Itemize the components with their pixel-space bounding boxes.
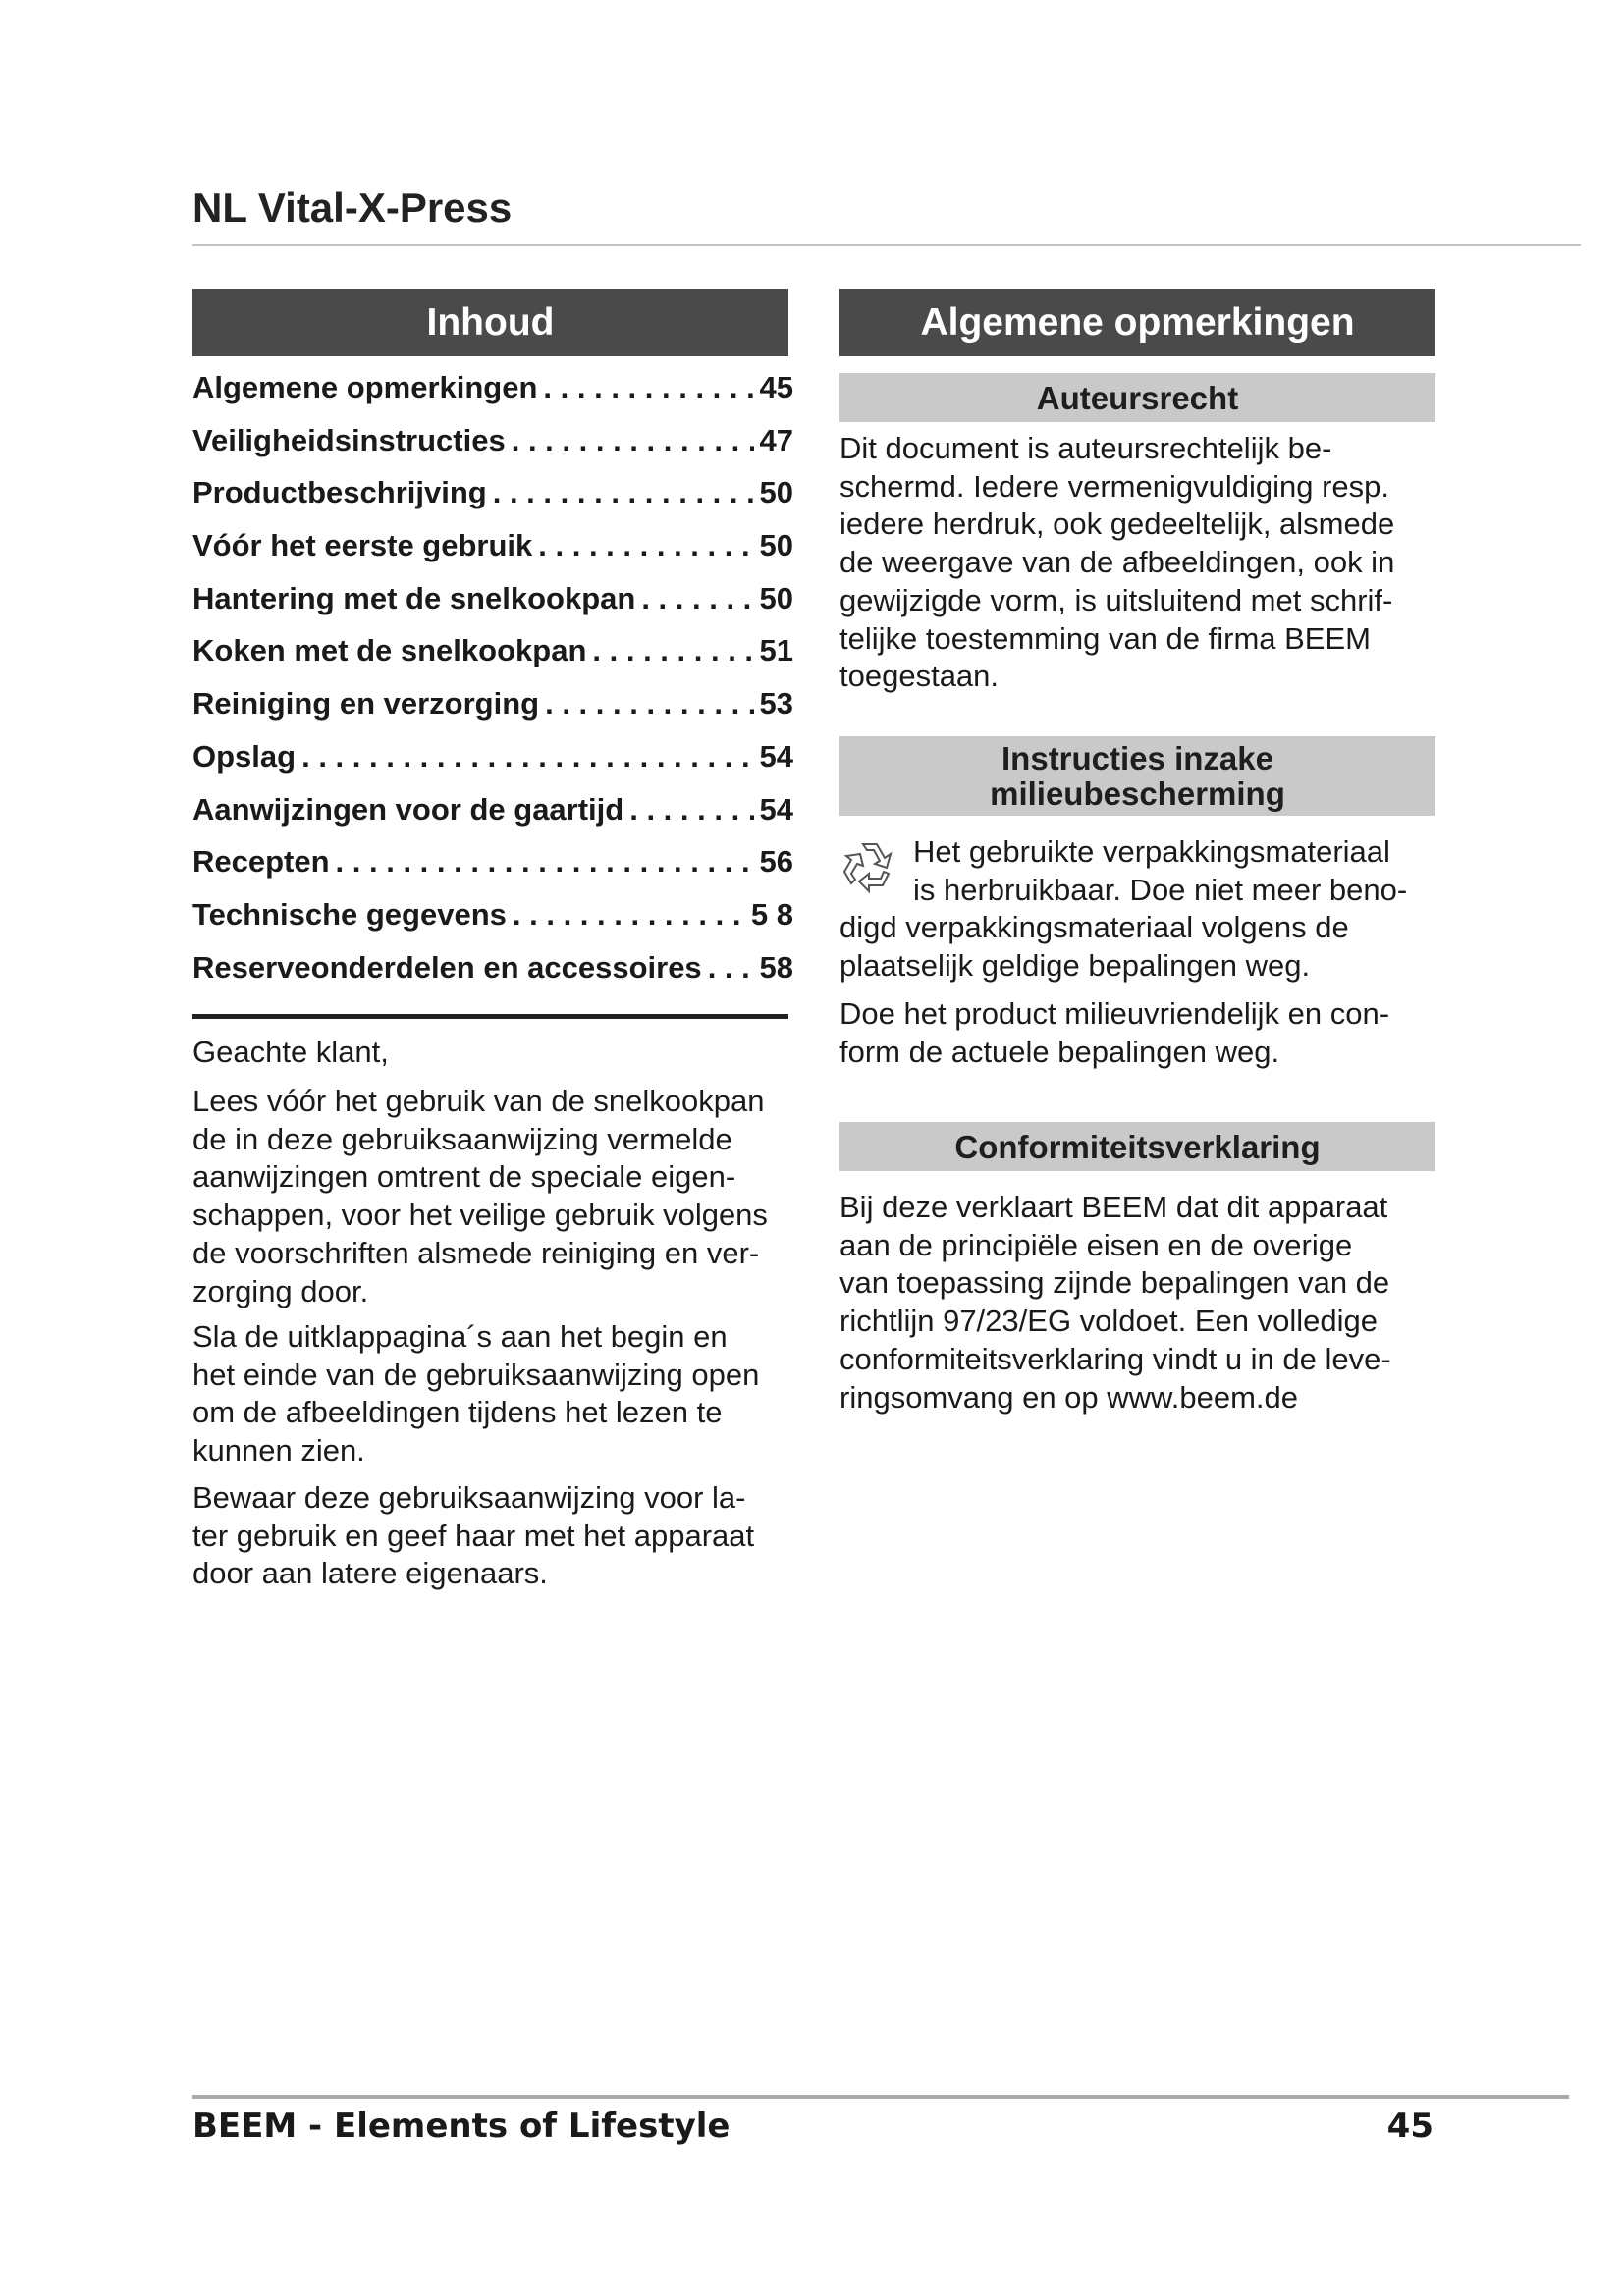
text-line: digd verpakkingsmateriaal volgens de [839,910,1349,944]
text-line: schappen, voor het veilige gebruik volgens [192,1198,768,1233]
text-line: aanwijzingen omtrent de speciale eigen- [192,1159,736,1195]
toc-item-title: Recepten [192,844,330,880]
text-line: Het gebruikte verpakkingsmateriaal [913,834,1390,869]
conformity-heading: Conformiteitsverklaring [839,1122,1435,1171]
text-line: door aan latere eigenaars. [192,1556,548,1591]
toc-item[interactable] [192,783,793,836]
text-line: richtlijn 97/23/EG voldoet. Een volledige [839,1304,1378,1339]
toc-item-page: 47 [759,422,793,457]
toc-item-title: Veiligheidsinstructies [192,422,506,457]
title-divider [192,244,1581,246]
toc-item-title: Algemene opmerkingen [192,370,538,404]
toc-item[interactable] [192,414,793,467]
text-line: de in deze gebruiksaanwijzing vermelde [192,1121,732,1156]
toc-dot-leader [545,677,753,730]
text-line: zorging door. [192,1273,369,1308]
text-line: het einde van de gebruiksaanwijzing open [192,1357,760,1392]
text-line: Bewaar deze gebruiksaanwijzing voor la- [192,1480,746,1515]
toc-item-title: Opslag [192,738,297,774]
copyright-heading: Auteursrecht [839,373,1435,422]
toc-dot-leader [493,466,754,519]
toc-item[interactable] [192,519,793,572]
text-line: conformiteitsverklaring vindt u in de leve- [839,1341,1391,1376]
environment-heading-line-2: milieubescherming [990,775,1285,812]
text-line: ter gebruik en geef haar met het apparaat [192,1518,755,1553]
toc-item-page: 5 8 [750,896,793,932]
toc-item-title: Reiniging en verzorging [192,686,540,721]
text-line: Lees vóór het gebruik van de snelkookpan [192,1084,765,1118]
toc-item-page: 51 [759,633,793,668]
toc-item[interactable] [192,677,793,730]
environment-text-2 [839,995,1448,1071]
environment-text-indented [913,833,1463,909]
toc-item-page: 45 [759,370,793,404]
toc-dot-leader [629,783,753,836]
toc-item[interactable] [192,466,793,519]
toc-item-page: 50 [759,580,793,615]
toc-dot-leader [592,624,753,677]
section-divider [192,1014,788,1019]
toc-item-title: Aanwijzingen voor de gaartijd [192,791,624,827]
toc-item-page: 50 [759,475,793,510]
environment-heading [839,736,1435,816]
text-line: om de afbeeldingen tijdens het lezen te [192,1395,723,1430]
toc-dot-leader [543,361,753,414]
toc-item[interactable] [192,730,793,783]
text-line: de weergave van de afbeeldingen, ook in [839,545,1395,580]
toc-dot-leader [513,888,745,941]
toc-dot-leader [336,835,754,888]
text-line: Bij deze verklaart BEEM dat dit apparaat [839,1190,1388,1224]
toc-item[interactable] [192,572,793,625]
text-line: kunnen zien. [192,1433,365,1468]
general-heading: Algemene opmerkingen [839,289,1435,356]
toc-dot-leader [512,414,754,467]
text-line: form de actuele bepalingen weg. [839,1034,1280,1069]
toc-heading: Inhoud [192,289,788,356]
toc-item-title: Technische gegevens [192,896,507,932]
toc-item-title: Productbeschrijving [192,475,487,510]
table-of-contents [192,361,793,993]
text-line: schermd. Iedere vermenigvuldiging resp. [839,468,1389,504]
text-line: Doe het product milieuvriendelijk en con- [839,996,1390,1031]
toc-item-page: 54 [759,791,793,827]
text-line: aan de principiële eisen en de overige [839,1227,1353,1262]
toc-item-page: 50 [759,528,793,563]
toc-item-page: 53 [759,686,793,721]
footer-brand: BEEM - Elements of Lifestyle [192,2107,731,2146]
toc-item[interactable] [192,941,793,994]
copyright-text [839,430,1448,696]
text-line: van toepassing zijnde bepalingen van de [839,1265,1390,1301]
toc-item[interactable] [192,624,793,677]
toc-item[interactable] [192,835,793,888]
toc-item-page: 58 [759,949,793,985]
greeting: Geachte klant, [192,1035,389,1069]
text-line: telijke toestemming van de firma BEEM [839,620,1371,656]
text-line: gewijzigde vorm, is uitsluitend met schrif- [839,582,1393,617]
toc-item-title: Reserveonderdelen en accessoires [192,949,702,985]
text-line: is herbruikbaar. Doe niet meer beno- [913,872,1408,907]
text-line: toegestaan. [839,659,1000,694]
toc-dot-leader [301,730,753,783]
text-line: iedere herdruk, ook gedeeltelijk, alsmede [839,507,1395,542]
intro-paragraph-3 [192,1479,801,1593]
toc-item-title: Koken met de snelkookpan [192,633,587,668]
toc-item[interactable] [192,361,793,414]
toc-item-page: 56 [759,844,793,880]
toc-item-page: 54 [759,738,793,774]
toc-dot-leader [708,941,754,994]
toc-item-title: Vóór het eerste gebruik [192,528,533,563]
text-line: ringsomvang en op www.beem.de [839,1379,1298,1415]
conformity-text [839,1189,1448,1416]
intro-paragraph-1 [192,1083,801,1310]
text-line: Sla de uitklappagina´s aan het begin en [192,1319,728,1354]
intro-paragraph-2 [192,1318,801,1470]
page-number: 45 [1386,2107,1434,2146]
page-title: NL Vital-X-Press [192,185,513,231]
toc-item-title: Hantering met de snelkookpan [192,580,636,615]
environment-text [839,909,1448,985]
text-line: Dit document is auteursrechtelijk be- [839,431,1332,465]
toc-dot-leader [538,519,753,572]
text-line: de voorschriften alsmede reiniging en ver- [192,1235,760,1270]
text-line: plaatselijk geldige bepalingen weg. [839,947,1311,983]
footer-divider [192,2095,1569,2099]
recycle-icon [839,836,900,897]
toc-dot-leader [641,572,753,625]
environment-heading-line-1: Instructies inzake [1001,740,1273,776]
toc-item[interactable] [192,888,793,941]
